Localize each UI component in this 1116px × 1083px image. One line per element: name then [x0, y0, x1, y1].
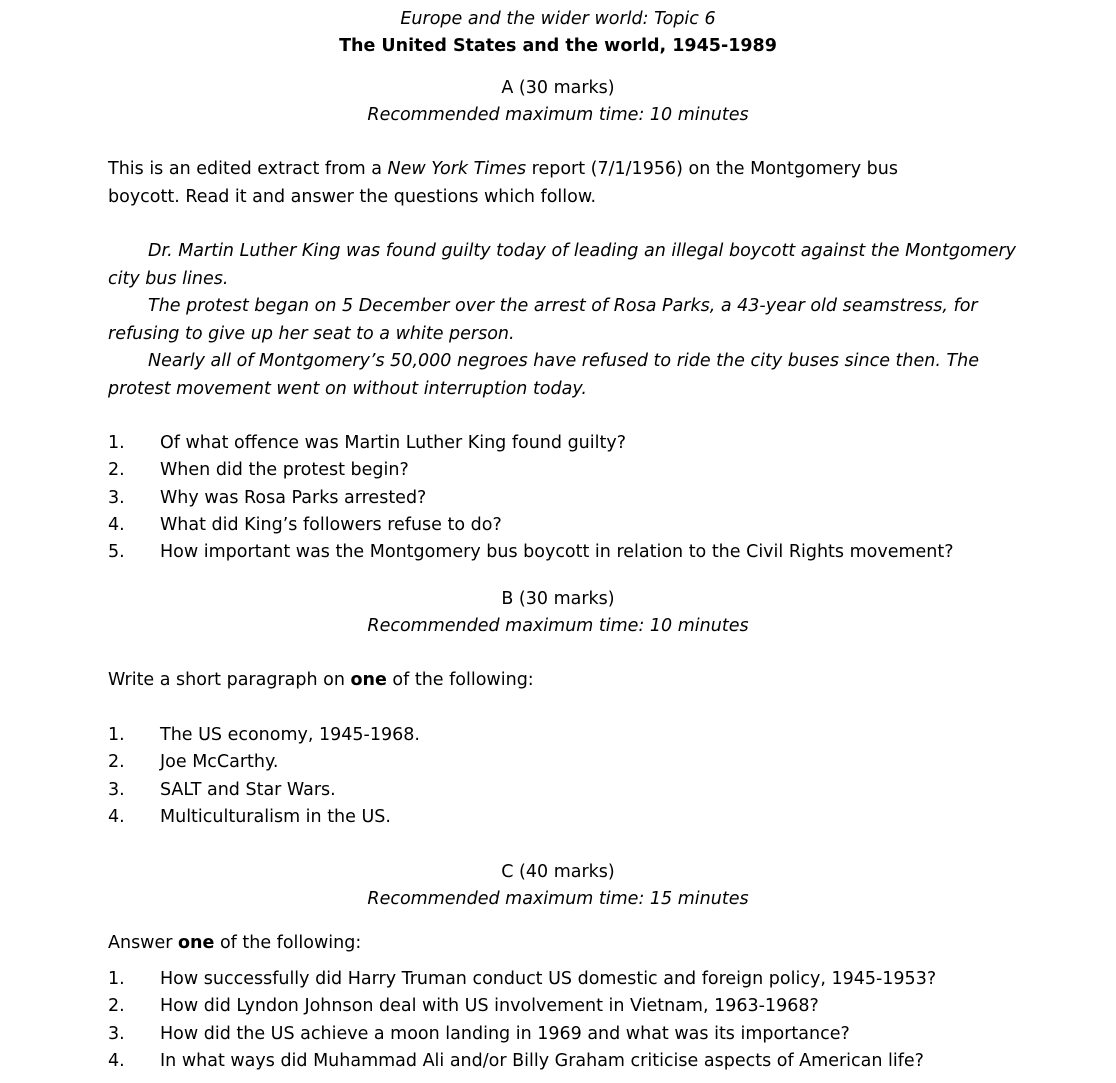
- question-text: Joe McCarthy.: [160, 752, 279, 773]
- section-a-heading: A (30 marks): [501, 78, 615, 98]
- question-item: [108, 804, 1068, 831]
- instruction-text-start: Write a short paragraph on: [108, 670, 351, 690]
- question-item: [108, 993, 1068, 1020]
- question-text: SALT and Star Wars.: [160, 779, 336, 800]
- section-a-intro: [108, 156, 1018, 211]
- section-a-intro-line1: [108, 156, 1018, 184]
- question-number: 1.: [108, 969, 125, 989]
- question-text: The US economy, 1945-1968.: [160, 725, 420, 745]
- instruction-text-start: Answer: [108, 933, 179, 953]
- question-text: What did King’s followers refuse to do?: [160, 514, 502, 535]
- instruction-emphasis: one: [178, 933, 215, 953]
- question-number: 2.: [108, 460, 125, 481]
- section-b-heading: B (30 marks): [501, 589, 615, 609]
- question-item: [108, 1048, 1068, 1075]
- question-text: How successfully did Harry Truman conduct US domestic and foreign policy, 1945-1953?: [160, 969, 937, 989]
- section-c-heading: C (40 marks): [501, 862, 615, 882]
- question-text: Why was Rosa Parks arrested?: [160, 487, 427, 508]
- question-number: 2.: [108, 996, 125, 1017]
- page-title: The United States and the world, 1945-1989: [339, 36, 777, 56]
- topic-heading: Europe and the wider world: Topic 6: [400, 9, 716, 29]
- question-number: 4.: [108, 514, 125, 535]
- question-number: 2.: [108, 752, 125, 773]
- intro-source-name: New York Times: [387, 159, 527, 179]
- question-item: [108, 430, 1068, 457]
- section-a-intro-line2: boycott. Read it and answer the questions which follow.: [108, 186, 597, 207]
- extract-paragraph: Nearly all of Montgomery’s 50,000 negroes have refused to ride the city buses since then. The protest movement went on without interruption today.: [108, 351, 980, 399]
- question-item: [108, 777, 1068, 804]
- section-c-time: Recommended maximum time: 15 minutes: [367, 889, 749, 909]
- question-text: How did Lyndon Johnson deal with US involvement in Vietnam, 1963-1968?: [160, 996, 819, 1017]
- question-item: [108, 1021, 1068, 1048]
- extract-paragraph: Dr. Martin Luther King was found guilty today of leading an illegal boycott against the Montgomery city bus lines.: [108, 241, 1017, 289]
- instruction-emphasis: one: [350, 670, 387, 690]
- section-c-instruction: [108, 930, 1018, 958]
- question-text: When did the protest begin?: [160, 460, 409, 481]
- instruction-text-end: of the following:: [386, 670, 534, 690]
- question-number: 5.: [108, 542, 125, 563]
- extract-paragraph: The protest began on 5 December over the arrest of Rosa Parks, a 43-year old seamstress, for refusing to give up her seat to a white person.: [108, 296, 978, 344]
- source-extract: [108, 238, 1018, 403]
- question-text: In what ways did Muhammad Ali and/or Billy Graham criticise aspects of American life?: [160, 1050, 924, 1071]
- section-a-time: Recommended maximum time: 10 minutes: [367, 105, 749, 125]
- question-number: 3.: [108, 487, 125, 508]
- question-item: [108, 722, 1068, 749]
- question-number: 3.: [108, 779, 125, 800]
- section-b-instruction: [108, 667, 1018, 695]
- section-b-time: Recommended maximum time: 10 minutes: [367, 616, 749, 636]
- instruction-text-end: of the following:: [214, 933, 362, 953]
- question-item: [108, 512, 1068, 539]
- question-number: 4.: [108, 1050, 125, 1071]
- question-item: [108, 966, 1068, 993]
- question-text: Of what offence was Martin Luther King found guilty?: [160, 433, 626, 453]
- question-text: How did the US achieve a moon landing in 1969 and what was its importance?: [160, 1023, 850, 1044]
- question-number: 4.: [108, 806, 125, 827]
- question-number: 1.: [108, 725, 125, 745]
- section-b-questions: [108, 722, 1068, 831]
- question-item: [108, 539, 1068, 566]
- question-number: 3.: [108, 1023, 125, 1044]
- question-text: How important was the Montgomery bus boycott in relation to the Civil Rights movement?: [160, 542, 954, 563]
- question-number: 1.: [108, 433, 125, 453]
- question-item: [108, 749, 1068, 776]
- section-c-questions: [108, 966, 1068, 1075]
- section-a-questions: [108, 430, 1068, 566]
- question-text: Multiculturalism in the US.: [160, 806, 391, 827]
- intro-text-start: This is an edited extract from a: [108, 159, 388, 179]
- question-item: [108, 485, 1068, 512]
- question-item: [108, 457, 1068, 484]
- intro-text-end: report (7/1/1956) on the Montgomery bus: [526, 159, 898, 179]
